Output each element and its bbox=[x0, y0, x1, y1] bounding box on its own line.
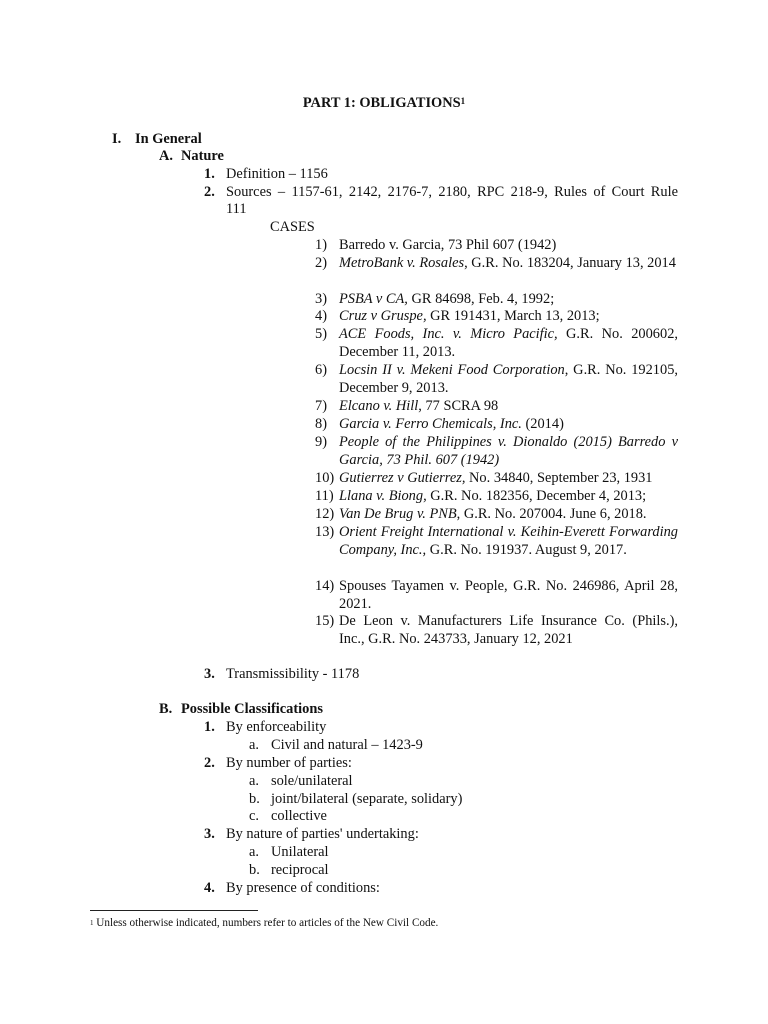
item-a3-text: Transmissibility - 1178 bbox=[226, 666, 360, 682]
item-b2a-text: sole/unilateral bbox=[271, 773, 353, 789]
item-a3-num: 3. bbox=[204, 666, 215, 682]
case-entry: Van De Brug v. PNB, G.R. No. 207004. June 6, 2018. bbox=[339, 506, 647, 522]
footnote-text: Unless otherwise indicated, numbers refer to articles of the New Civil Code. bbox=[93, 917, 439, 929]
case-entry: Llana v. Biong, G.R. No. 182356, December 4, 2013; bbox=[339, 488, 647, 504]
footnote-ref: 1 bbox=[460, 96, 466, 106]
item-b1a-text: Civil and natural – 1423-9 bbox=[271, 737, 423, 753]
item-b1a-num: a. bbox=[249, 737, 259, 753]
case-entry: Orient Freight International v. Keihin-Everett Forwarding Company, Inc., G.R. No. 191937. August 9, 2017. bbox=[339, 524, 678, 558]
item-b1-num: 1. bbox=[204, 719, 215, 735]
case-entry: MetroBank v. Rosales, G.R. No. 183204, January 13, 2014 bbox=[339, 255, 676, 271]
subsection-a-title: Nature bbox=[181, 148, 224, 164]
item-b2b-text: joint/bilateral (separate, solidary) bbox=[271, 791, 463, 807]
item-b3b-text: reciprocal bbox=[271, 862, 329, 878]
case-number: 1) bbox=[315, 237, 327, 253]
footnote-divider bbox=[90, 910, 258, 911]
case-number: 9) bbox=[315, 434, 327, 450]
cases-heading: CASES bbox=[270, 219, 315, 235]
case-number: 14) bbox=[315, 578, 335, 594]
footnote-mark: 1 bbox=[90, 919, 94, 927]
item-b4-text: By presence of conditions: bbox=[226, 880, 380, 896]
section-i-title: In General bbox=[135, 131, 202, 147]
case-entry: Locsin II v. Mekeni Food Corporation, G.R. No. 192105, December 9, 2013. bbox=[339, 362, 678, 396]
item-b2c-num: c. bbox=[249, 808, 259, 824]
page-title: PART 1: OBLIGATIONS$^1$ bbox=[302, 95, 466, 111]
item-b2a-num: a. bbox=[249, 773, 259, 789]
case-number: 4) bbox=[315, 308, 327, 324]
subsection-a-label: A. bbox=[159, 148, 173, 164]
case-number: 13) bbox=[315, 524, 335, 540]
case-entry: De Leon v. Manufacturers Life Insurance Co. (Phils.), Inc., G.R. No. 243733, January 12, 2021 bbox=[339, 613, 678, 647]
case-entry: Garcia v. Ferro Chemicals, Inc. (2014) bbox=[339, 416, 564, 432]
item-b3b-num: b. bbox=[249, 862, 260, 878]
case-entry: Cruz v Gruspe, GR 191431, March 13, 2013; bbox=[339, 308, 600, 324]
item-a1-text: Definition – 1156 bbox=[226, 166, 328, 182]
case-entry: People of the Philippines v. Dionaldo (2015) Barredo v Garcia, 73 Phil. 607 (1942) bbox=[339, 434, 678, 468]
subsection-b-title: Possible Classifications bbox=[181, 701, 323, 717]
item-a2-text-line1: Sources – 1157-61, 2142, 2176-7, 2180, RPC 218-9, Rules of Court Rule bbox=[226, 184, 678, 200]
case-number: 12) bbox=[315, 506, 335, 522]
case-number: 3) bbox=[315, 291, 327, 307]
item-b1-text: By enforceability bbox=[226, 719, 327, 735]
item-b2c-text: collective bbox=[271, 808, 327, 824]
item-b2-num: 2. bbox=[204, 755, 215, 771]
case-entry: Gutierrez v Gutierrez, No. 34840, September 23, 1931 bbox=[339, 470, 653, 486]
subsection-b-label: B. bbox=[159, 701, 173, 717]
case-number: 2) bbox=[315, 255, 327, 271]
section-i-label: I. bbox=[112, 131, 122, 147]
case-entry: Elcano v. Hill, 77 SCRA 98 bbox=[339, 398, 499, 414]
case-number: 10) bbox=[315, 470, 335, 486]
item-a2-text-line2: 111 bbox=[226, 201, 247, 217]
item-b2b-num: b. bbox=[249, 791, 260, 807]
case-entry: PSBA v CA, GR 84698, Feb. 4, 1992; bbox=[339, 291, 555, 307]
case-number: 11) bbox=[315, 488, 334, 504]
item-a2-num: 2. bbox=[204, 184, 215, 200]
case-entry: Spouses Tayamen v. People, G.R. No. 246986, April 28, 2021. bbox=[339, 578, 678, 612]
item-a1-num: 1. bbox=[204, 166, 215, 182]
item-b3-num: 3. bbox=[204, 826, 215, 842]
item-b4-num: 4. bbox=[204, 880, 215, 896]
item-b3-text: By nature of parties' undertaking: bbox=[226, 826, 419, 842]
item-b2-text: By number of parties: bbox=[226, 755, 352, 771]
case-number: 5) bbox=[315, 326, 327, 342]
case-number: 7) bbox=[315, 398, 327, 414]
case-number: 15) bbox=[315, 613, 335, 629]
case-entry: Barredo v. Garcia, 73 Phil 607 (1942) bbox=[339, 237, 557, 253]
case-number: 6) bbox=[315, 362, 327, 378]
case-entry: ACE Foods, Inc. v. Micro Pacific, G.R. No. 200602, December 11, 2013. bbox=[339, 326, 678, 360]
item-b3a-num: a. bbox=[249, 844, 259, 860]
footnote bbox=[90, 916, 438, 930]
case-number: 8) bbox=[315, 416, 327, 432]
item-b3a-text: Unilateral bbox=[271, 844, 329, 860]
